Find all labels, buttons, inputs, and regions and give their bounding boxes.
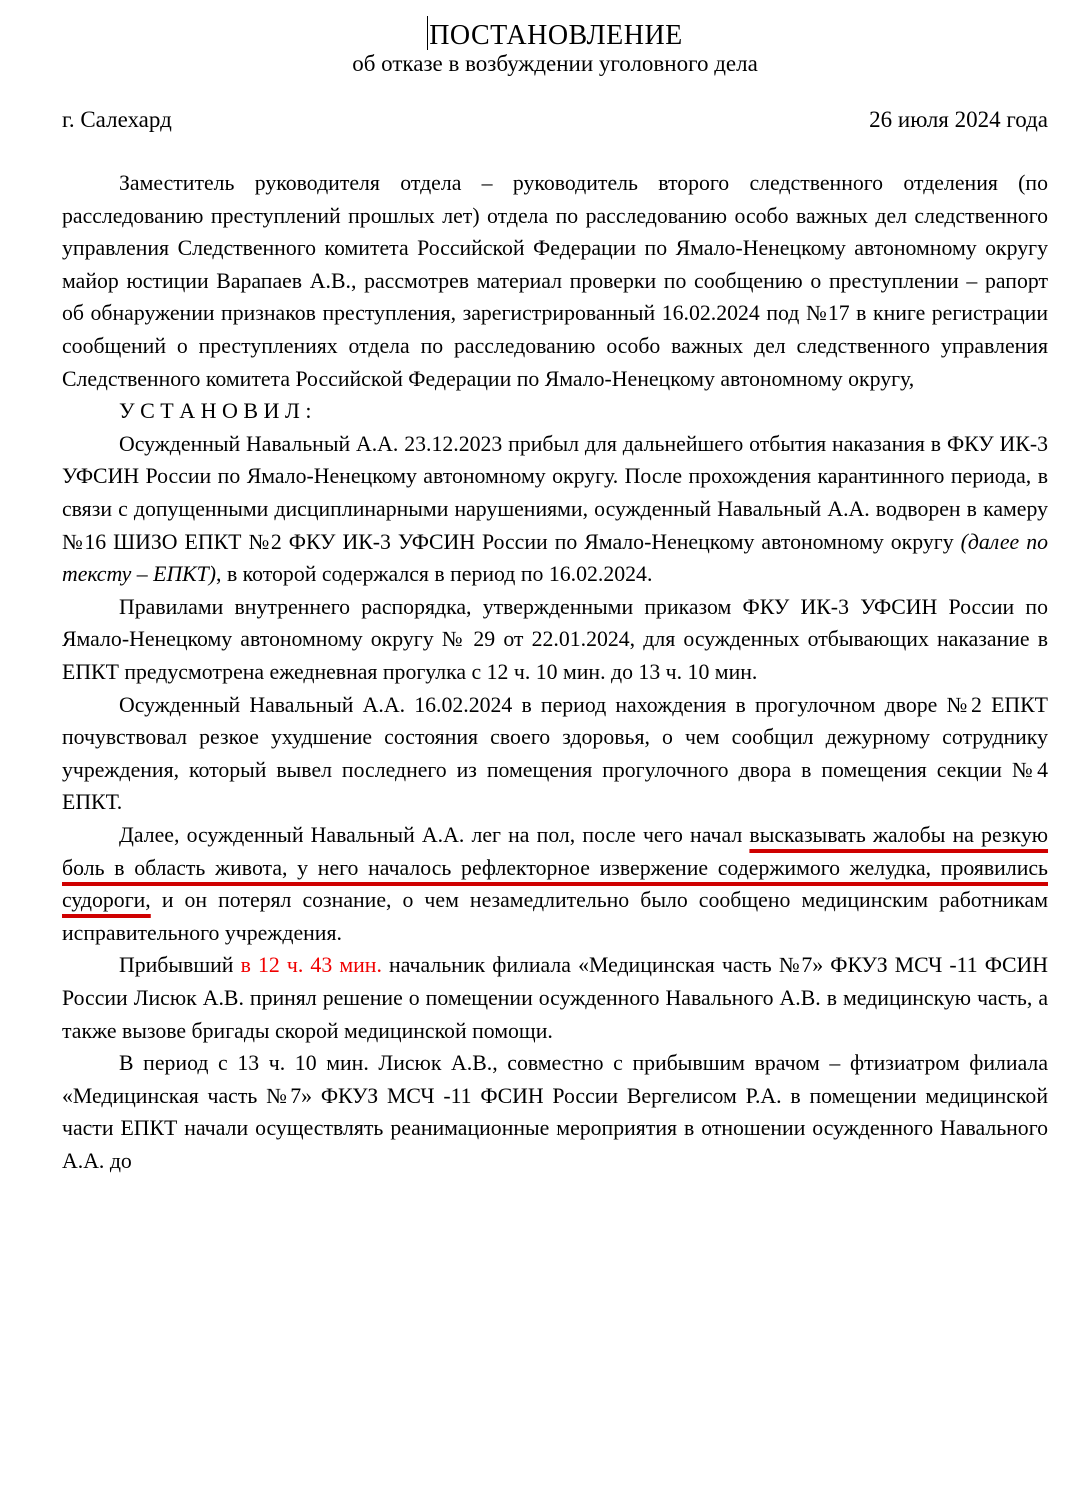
paragraph-arrival bbox=[62, 428, 1048, 591]
document-date: 26 июля 2024 года bbox=[869, 107, 1048, 133]
document-title-line bbox=[62, 16, 1048, 51]
paragraph-text-red-underlined: высказывать жалобы на резкую боль в область живота, у него началось рефлекторное извержение содержимого желудка, проявились судороги, bbox=[62, 822, 1049, 913]
paragraph-schedule bbox=[62, 591, 1048, 689]
paragraph-text-red-time: в 12 ч. 43 мин. bbox=[240, 953, 382, 978]
paragraph-text: начальник филиала «Медицинская часть №7» ФКУЗ МСЧ -11 ФСИН России Лисюк А.В. принял решение о помещении осужденного Навального А.В. в медицинскую часть, а также вызове бригады скорой медицинской помощи. bbox=[62, 953, 1049, 1043]
paragraph-preamble bbox=[62, 167, 1048, 395]
title-block bbox=[62, 16, 1048, 77]
paragraph-text: Осужденный Навальный А.А. 16.02.2024 в период нахождения в прогулочном дворе №2 ЕПКТ почувствовал резкое ухудшение состояния своего здоровья, о чем сообщил дежурному сотруднику учреждения, который вывел последнего из помещения прогулочного двора в помещения секции №4 ЕПКТ. bbox=[62, 692, 1048, 815]
meta-row bbox=[62, 107, 1048, 133]
section-heading-ustanovil: У С Т А Н О В И Л : bbox=[119, 398, 312, 424]
paragraph-text: Далее, осужденный Навальный А.А. лег на пол, после чего начал bbox=[119, 822, 750, 847]
document-place: г. Салехард bbox=[62, 107, 172, 133]
paragraph-resuscitation bbox=[62, 1047, 1048, 1177]
paragraph-text: Заместитель руководителя отдела – руководитель второго следственного отделения (по расследованию преступлений прошлых лет) отдела по расследованию особо важных дел следственного управления Следственного комитета Российской Федерации по Ямало-Ненецкому автономному округу майор юстиции Варапаев А.В., рассмотрев материал проверки по сообщению о преступлении – рапорт об обнаружении признаков преступления, зарегистрированный 16.02.2024 под №17 в книге регистрации сообщений о преступлениях отдела по расследованию особо важных дел следственного управления Следственного комитета Российской Федерации по Ямало-Ненецкому автономному округу, bbox=[62, 171, 1048, 391]
paragraph-text: , в которой содержался в период по 16.02.2024. bbox=[216, 562, 653, 587]
paragraph-text: Правилами внутреннего распорядка, утвержденными приказом ФКУ ИК-3 УФСИН России по Ямало-Ненецкому автономному округу № 29 от 22.01.2024, для осужденных отбывающих наказание в ЕПКТ предусмотрена ежедневная прогулка с 12 ч. 10 мин. до 13 ч. 10 мин. bbox=[62, 594, 1048, 685]
paragraph-symptoms bbox=[62, 819, 1048, 949]
paragraph-text: В период с 13 ч. 10 мин. Лисюк А.В., совместно с прибывшим врачом – фтизиатром филиала «Медицинская часть №7» ФКУЗ МСЧ -11 ФСИН России Вергелисом Р.А. в помещении медицинской части ЕПКТ начали осуществлять реанимационные мероприятия в отношении осужденного Навального А.А. до bbox=[62, 1051, 1048, 1173]
paragraph-text: Осужденный Навальный А.А. 23.12.2023 прибыл для дальнейшего отбытия наказания в ФКУ ИК-3 УФСИН России по Ямало-Ненецкому автономному округу. После прохождения карантинного периода, в связи с допущенными дисциплинарными нарушениями, осужденный Навальный А.А. водворен в камеру №16 ШИЗО ЕПКТ №2 ФКУ ИК-3 УФСИН России по Ямало-Ненецкому автономному округу bbox=[62, 431, 1048, 554]
document-body bbox=[62, 167, 1048, 1177]
document-subtitle: об отказе в возбуждении уголовного дела bbox=[352, 51, 758, 77]
document-title: ПОСТАНОВЛЕНИЕ bbox=[429, 20, 683, 51]
paragraph-text-italic: (далее по тексту – ЕПКТ) bbox=[62, 529, 1049, 587]
paragraph-text: и он потерял сознание, о чем незамедлительно было сообщено медицинским работникам исправительного учреждения. bbox=[62, 888, 1048, 945]
paragraph-text: Прибывший bbox=[119, 953, 241, 978]
paragraph-medic-arrival bbox=[62, 949, 1048, 1047]
paragraph-health-decline bbox=[62, 689, 1048, 819]
